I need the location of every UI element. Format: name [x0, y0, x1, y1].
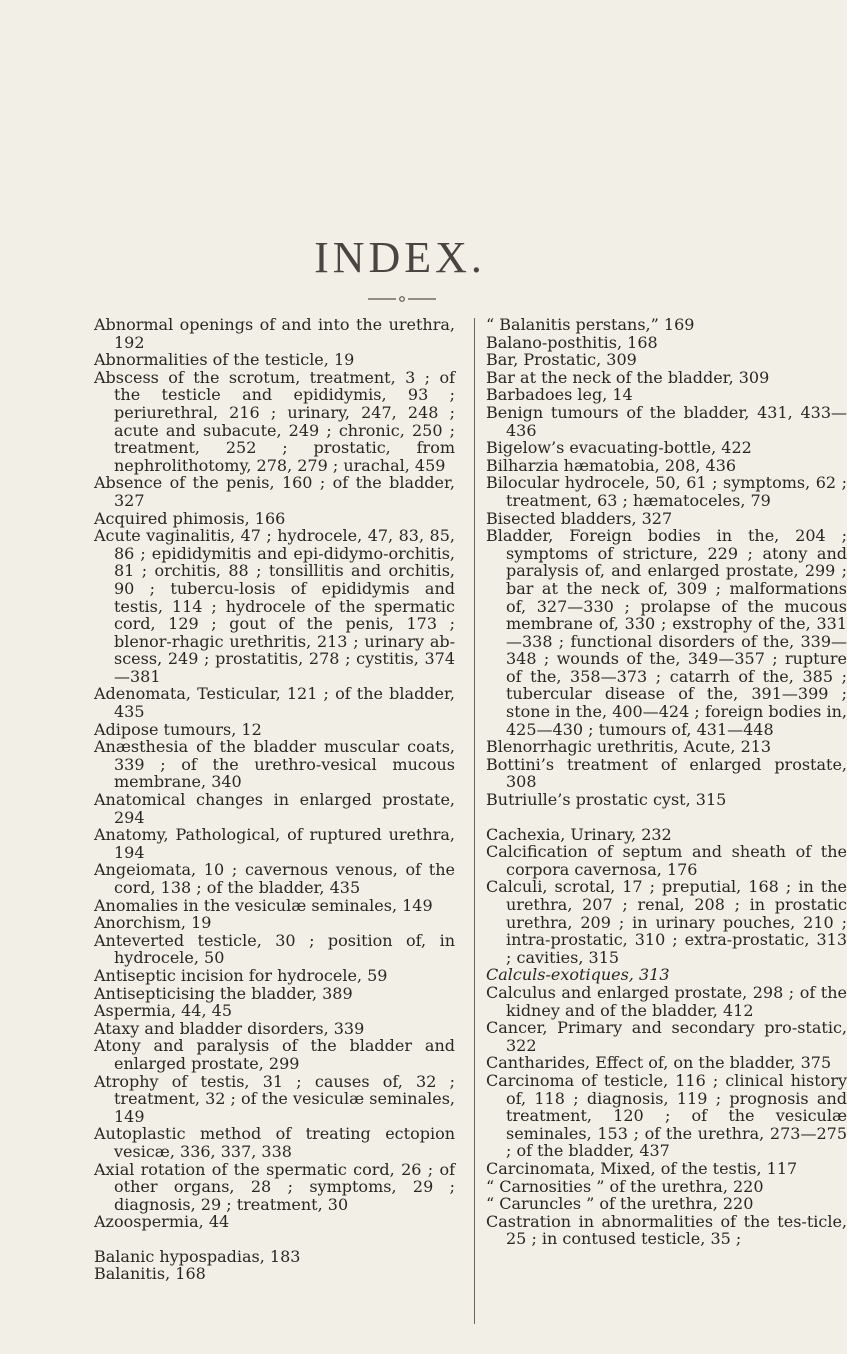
index-entry: Axial rotation of the spermatic cord, 26 ; of other organs, 28 ; symptoms, 29 ; diagnosis, 29 ; treatment, 30	[94, 1159, 455, 1214]
index-entry: Anorchism, 19	[94, 913, 212, 933]
column-divider	[474, 318, 475, 1324]
index-entry: Acute vaginalitis, 47 ; hydrocele, 47, 83, 85, 86 ; epididymitis and epi-didymo-orchitis, 81 ; orchitis, 88 ; tonsillitis and orchitis, 90 ; tubercu-losis of epididymis and testis, 114 ; hydrocele of the spermatic cord, 129 ; gout of the penis, 173 ; blenor-rhagic urethritis, 213 ; urinary ab-scess, 249 ; prostatitis, 278 ; cystitis, 374—381	[94, 526, 455, 686]
index-entry: Carcinoma of testicle, 116 ; clinical history of, 118 ; diagnosis, 119 ; prognosis and treatment, 120 ; of the vesiculæ seminales, 153 ; of the urethra, 273—275 ; of the bladder, 437	[486, 1070, 847, 1161]
page-title: INDEX.	[314, 233, 486, 282]
index-entry: Calculi, scrotal, 17 ; preputial, 168 ; in the urethra, 207 ; renal, 208 ; in prostatic urethra, 209 ; in urinary pouches, 210 ; intra-prostatic, 310 ; extra-prostatic, 313 ; cavities, 315	[486, 877, 847, 967]
index-entry: Calculus and enlarged prostate, 298 ; of the kidney and of the bladder, 412	[486, 982, 847, 1020]
index-entry: Anæsthesia of the bladder muscular coats, 339 ; of the urethro-vesical mucous membrane, 340	[94, 737, 455, 792]
index-entry: Calcification of septum and sheath of the corpora cavernosa, 176	[486, 842, 847, 879]
index-column-left	[94, 316, 455, 1283]
index-entry: Calculs-exotiques, 313	[486, 965, 670, 985]
index-entry: Autoplastic method of treating ectopion vesicæ, 336, 337, 338	[94, 1124, 455, 1161]
index-entry: Cantharides, Effect of, on the bladder, 375	[486, 1053, 832, 1073]
index-entry: Butriulle’s prostatic cyst, 315	[486, 790, 727, 810]
index-entry: Antiseptic incision for hydrocele, 59	[94, 965, 388, 985]
index-entry: Balano-posthitis, 168	[486, 332, 658, 352]
index-entry: Balanic hypospadias, 183	[94, 1246, 301, 1266]
index-entry: Adipose tumours, 12	[94, 719, 262, 739]
index-entry: Abnormalities of the testicle, 19	[94, 350, 355, 370]
index-entry: Bar, Prostatic, 309	[486, 350, 637, 370]
index-entry: Absence of the penis, 160 ; of the bladder, 327	[94, 473, 455, 510]
index-column-right	[486, 316, 847, 1248]
index-entry: Atony and paralysis of the bladder and enlarged prostate, 299	[94, 1036, 455, 1073]
index-entry: Abnormal openings of and into the urethra, 192	[94, 315, 455, 352]
index-entry: Balanitis, 168	[94, 1264, 206, 1284]
index-entry: Anomalies in the vesiculæ seminales, 149	[94, 895, 433, 915]
index-entry: Abscess of the scrotum, treatment, 3 ; of the testicle and epididymis, 93 ; periurethral, 216 ; urinary, 247, 248 ; acute and subacute, 249 ; chronic, 250 ; treatment, 252 ; prostatic, from nephrolithotomy, 278, 279 ; urachal, 459	[94, 367, 455, 475]
index-entry: Anteverted testicle, 30 ; position of, in hydrocele, 50	[94, 930, 455, 968]
index-entry: Ataxy and bladder disorders, 339	[94, 1018, 365, 1038]
ornament-divider	[362, 296, 442, 302]
index-entry: Angeiomata, 10 ; cavernous venous, of the cord, 138 ; of the bladder, 435	[94, 860, 455, 897]
index-entry: Atrophy of testis, 31 ; causes of, 32 ; treatment, 32 ; of the vesiculæ seminales, 149	[94, 1071, 455, 1126]
index-entry: Bigelow’s evacuating-bottle, 422	[486, 438, 752, 458]
index-entry: Bladder, Foreign bodies in the, 204 ; symptoms of stricture, 229 ; atony and paralysis of, and enlarged prostate, 299 ; bar at the neck of, 309 ; malformations of, 327—330 ; prolapse of the mucous membrane of, 330 ; exstrophy of the, 331—338 ; functional disorders of the, 339—348 ; wounds of the, 349—357 ; rupture of the, 358—373 ; catarrh of the, 385 ; tubercular disease of the, 391—399 ; stone in the, 400—424 ; foreign bodies in, 425—430 ; tumours of, 431—448	[486, 526, 847, 739]
index-entry: Antisepticising the bladder, 389	[94, 983, 353, 1003]
index-entry: “ Carnosities ” of the urethra, 220	[486, 1176, 764, 1196]
index-entry: Bilocular hydrocele, 50, 61 ; symptoms, 62 ; treatment, 63 ; hæmatoceles, 79	[486, 473, 847, 510]
index-entry: Azoospermia, 44	[94, 1212, 230, 1232]
index-entry: Bilharzia hæmatobia, 208, 436	[486, 455, 737, 475]
index-entry: Anatomy, Pathological, of ruptured urethra, 194	[94, 825, 455, 862]
index-entry: Adenomata, Testicular, 121 ; of the bladder, 435	[94, 684, 455, 722]
index-entry: Castration in abnormalities of the tes-ticle, 25 ; in contused testicle, 35 ;	[486, 1211, 847, 1249]
index-entry: Blenorrhagic urethritis, Acute, 213	[486, 737, 772, 757]
index-entry: “ Caruncles ” of the urethra, 220	[486, 1194, 754, 1214]
index-entry: “ Balanitis perstans,” 169	[486, 315, 695, 334]
index-entry: Cachexia, Urinary, 232	[486, 824, 672, 844]
index-entry: Barbadoes leg, 14	[486, 385, 633, 405]
index-entry: Anatomical changes in enlarged prostate, 294	[94, 790, 455, 827]
index-entry: Benign tumours of the bladder, 431, 433—436	[486, 402, 847, 440]
index-entry: Cancer, Primary and secondary pro-static, 322	[486, 1018, 847, 1055]
index-entry: Carcinomata, Mixed, of the testis, 117	[486, 1158, 798, 1178]
index-entry: Bar at the neck of the bladder, 309	[486, 367, 770, 387]
index-entry: Acquired phimosis, 166	[94, 508, 286, 528]
index-entry: Aspermia, 44, 45	[94, 1001, 233, 1021]
index-entry: Bisected bladders, 327	[486, 508, 673, 528]
index-entry: Bottini’s treatment of enlarged prostate, 308	[486, 754, 847, 792]
